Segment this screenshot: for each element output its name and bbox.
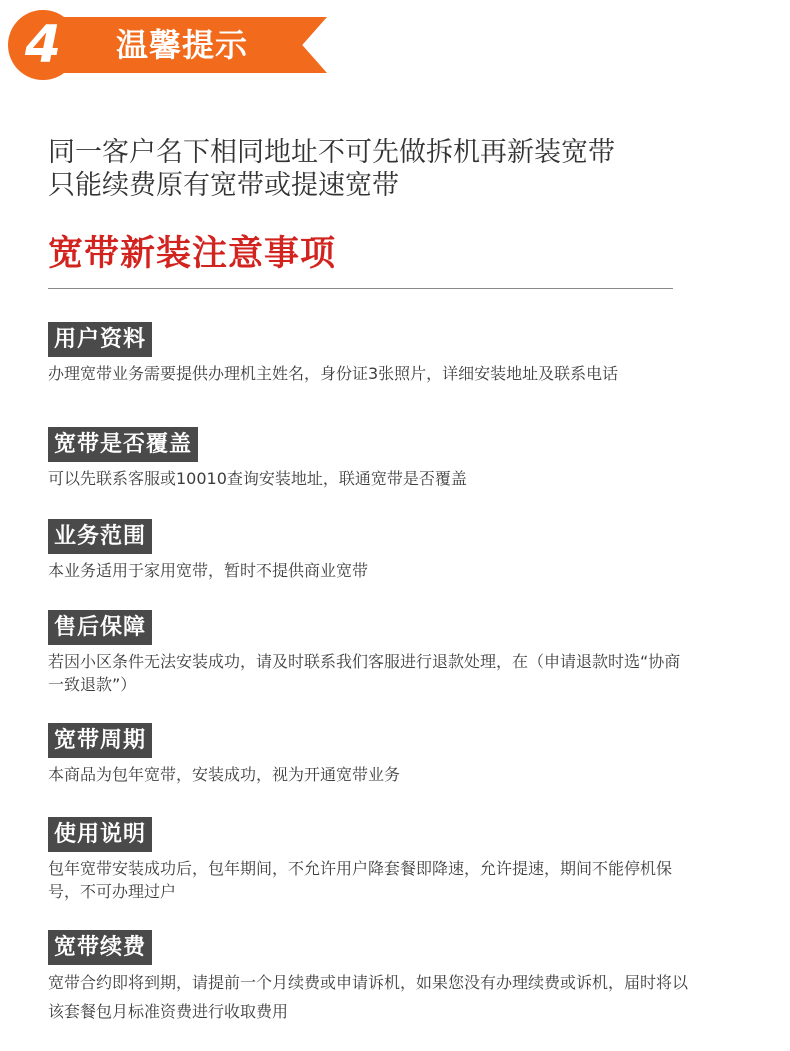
notice-tag: 宽带是否覆盖 (48, 427, 198, 462)
section-divider (48, 288, 673, 289)
notice-text: 本业务适用于家用宽带，暂时不提供商业宽带 (48, 561, 369, 580)
notice-item-scope (48, 519, 688, 582)
notice-item-usage (48, 817, 688, 903)
notice-text: 包年宽带安装成功后，包年期间，不允许用户降套餐即降速，允许提速，期间不能停机保号，不可办理过户 (48, 859, 673, 901)
step-number-badge: 4 (8, 10, 78, 80)
intro-line-1: 同一客户名下相同地址不可先做拆机再新装宽带 (48, 137, 615, 168)
notice-tag: 业务范围 (48, 519, 152, 554)
section-title: 宽带新装注意事项 (48, 234, 337, 274)
notice-text: 若因小区条件无法安装成功，请及时联系我们客服进行退款处理，在（申请退款时选“协商一致退款”） (48, 652, 681, 694)
notice-tag: 使用说明 (48, 817, 152, 852)
notice-item-user-info (48, 322, 688, 385)
header-title: 温馨提示 (116, 26, 249, 64)
header-banner (0, 0, 790, 95)
notice-item-coverage (48, 427, 688, 490)
intro-notice (48, 136, 748, 202)
notice-tag: 宽带续费 (48, 930, 152, 965)
notice-text: 本商品为包年宽带，安装成功，视为开通宽带业务 (48, 765, 401, 784)
notice-tag: 宽带周期 (48, 723, 152, 758)
notice-item-renewal (48, 930, 688, 1026)
notice-tag: 售后保障 (48, 610, 152, 645)
notice-text: 办理宽带业务需要提供办理机主姓名，身份证3张照片，详细安装地址及联系电话 (48, 364, 619, 383)
intro-line-2: 只能续费原有宽带或提速宽带 (48, 170, 399, 201)
notice-item-after-sales (48, 610, 688, 696)
notice-item-period (48, 723, 688, 786)
notice-text: 可以先联系客服或10010查询安装地址，联通宽带是否覆盖 (48, 469, 467, 488)
notice-tag: 用户资料 (48, 322, 152, 357)
notice-text: 宽带合约即将到期，请提前一个月续费或申请诉机，如果您没有办理续费或诉机，届时将以该套餐包月标准资费进行收取费用 (48, 973, 689, 1021)
